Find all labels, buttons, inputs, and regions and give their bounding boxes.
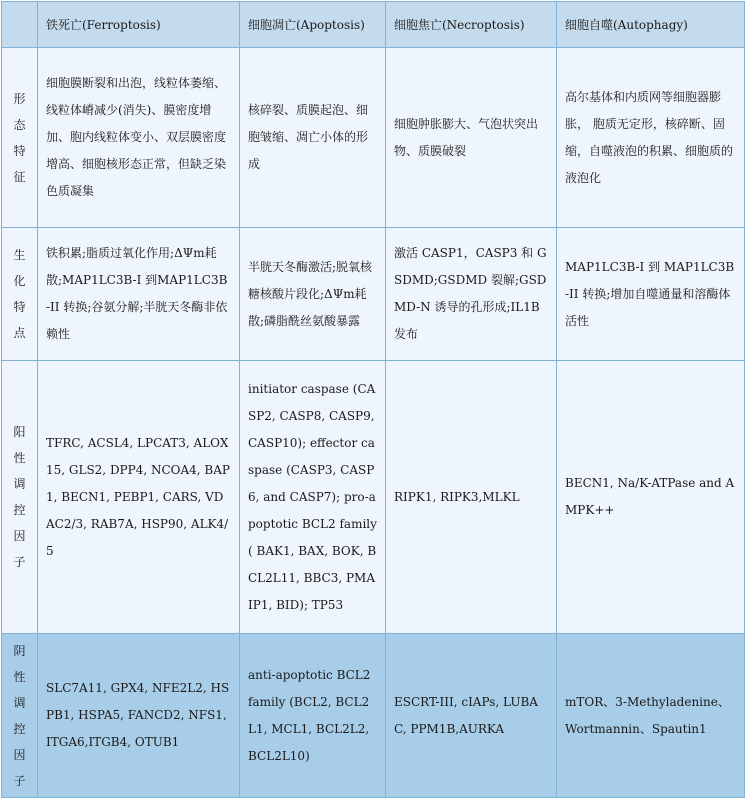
cell-positive-ferroptosis: TFRC, ACSL4, LPCAT3, ALOX15, GLS2, DPP4, NCOA4, BAP1, BECN1, PEBP1, CARS, VDAC2/3, RAB7A, HSP90, ALK4/5 (38, 361, 240, 634)
cell-biochemistry-necroptosis: 激活 CASP1，CASP3 和 GSDMD;GSDMD 裂解;GSDMD-N 诱导的孔形成;IL1B 发布 (386, 228, 557, 361)
cell-morphology-autophagy: 高尔基体和内质网等细胞器膨胀， 胞质无定形，核碎断、固缩，自噬液泡的积累、细胞质的液泡化 (557, 48, 745, 228)
row-label-biochemistry (2, 228, 38, 361)
row-label-char: 控 (13, 503, 26, 517)
cell-biochemistry-apoptosis: 半胱天冬酶激活;脱氧核糖核酸片段化;ΔΨm耗散;磷脂酰丝氨酸暴露 (240, 228, 386, 361)
row-label-char: 阴 (13, 643, 26, 658)
row-label-char: 阳 (13, 425, 26, 439)
cell-morphology-ferroptosis: 细胞膜断裂和出泡，线粒体萎缩、线粒体嵴减少(消失)、膜密度增加、胞内线粒体变小、双层膜密度增高、细胞核形态正常，但缺乏染色质凝集 (38, 48, 240, 228)
row-label-positive-regulators (2, 361, 38, 634)
cell-negative-ferroptosis: SLC7A11, GPX4, NFE2L2, HSPB1, HSPA5, FANCD2, NFS1, ITGA6,ITGB4, OTUB1 (38, 634, 240, 798)
cell-morphology-apoptosis: 核碎裂、质膜起泡、细胞皱缩、凋亡小体的形成 (240, 48, 386, 228)
row-label-char: 特 (13, 143, 26, 158)
cell-morphology-necroptosis: 细胞肿胀膨大、气泡状突出物、质膜破裂 (386, 48, 557, 228)
cell-positive-necroptosis: RIPK1, RIPK3,MLKL (386, 361, 557, 634)
row-label-char: 子 (13, 555, 26, 569)
row-label-char: 性 (13, 669, 26, 684)
row-label-char: 子 (13, 773, 26, 788)
row-negative-regulators (2, 634, 745, 798)
row-biochemistry (2, 228, 745, 361)
row-label-char: 态 (13, 117, 26, 132)
header-apoptosis: 细胞凋亡(Apoptosis) (240, 2, 386, 48)
row-label-char: 调 (13, 695, 26, 710)
row-label-char: 因 (13, 529, 26, 543)
row-label-char: 化 (13, 274, 26, 288)
row-label-char: 调 (13, 477, 26, 491)
row-label-char: 控 (13, 721, 26, 736)
header-autophagy: 细胞自噬(Autophagy) (557, 2, 745, 48)
header-corner (2, 2, 38, 48)
row-label-char: 特 (13, 300, 26, 314)
cell-biochemistry-autophagy: MAP1LC3B-I 到 MAP1LC3B-II 转换;增加自噬通量和溶酶体活性 (557, 228, 745, 361)
row-label-morphology (2, 48, 38, 228)
row-label-negative-regulators (2, 634, 38, 798)
cell-death-comparison-table (1, 1, 745, 798)
header-row (2, 2, 745, 48)
header-ferroptosis: 铁死亡(Ferroptosis) (38, 2, 240, 48)
cell-negative-autophagy: mTOR、3-Methyladenine、Wortmannin、Spautin1 (557, 634, 745, 798)
row-label-char: 因 (13, 747, 26, 762)
row-label-char: 性 (13, 451, 26, 465)
header-necroptosis: 细胞焦亡(Necroptosis) (386, 2, 557, 48)
row-morphology (2, 48, 745, 228)
cell-negative-necroptosis: ESCRT-III, cIAPs, LUBAC, PPM1B,AURKA (386, 634, 557, 798)
cell-negative-apoptosis: anti-apoptotic BCL2 family (BCL2, BCL2L1, MCL1, BCL2L2, BCL2L10) (240, 634, 386, 798)
cell-positive-autophagy: BECN1, Na/K-ATPase and AMPK++ (557, 361, 745, 634)
cell-biochemistry-ferroptosis: 铁积累;脂质过氧化作用;ΔΨm耗散;MAP1LC3B-I 到MAP1LC3B-II 转换;谷氨分解;半胱天冬酶非依赖性 (38, 228, 240, 361)
row-label-char: 点 (13, 326, 26, 340)
row-label-char: 征 (13, 169, 26, 184)
row-label-char: 形 (13, 91, 26, 106)
row-label-char: 生 (13, 248, 26, 262)
cell-positive-apoptosis: initiator caspase (CASP2, CASP8, CASP9,CASP10); effector caspase (CASP3, CASP6, and CASP7); pro-apoptotic BCL2 family ( BAK1, BAX, BOK, BCL2L11, BBC3, PMAIP1, BID); TP53 (240, 361, 386, 634)
row-positive-regulators (2, 361, 745, 634)
